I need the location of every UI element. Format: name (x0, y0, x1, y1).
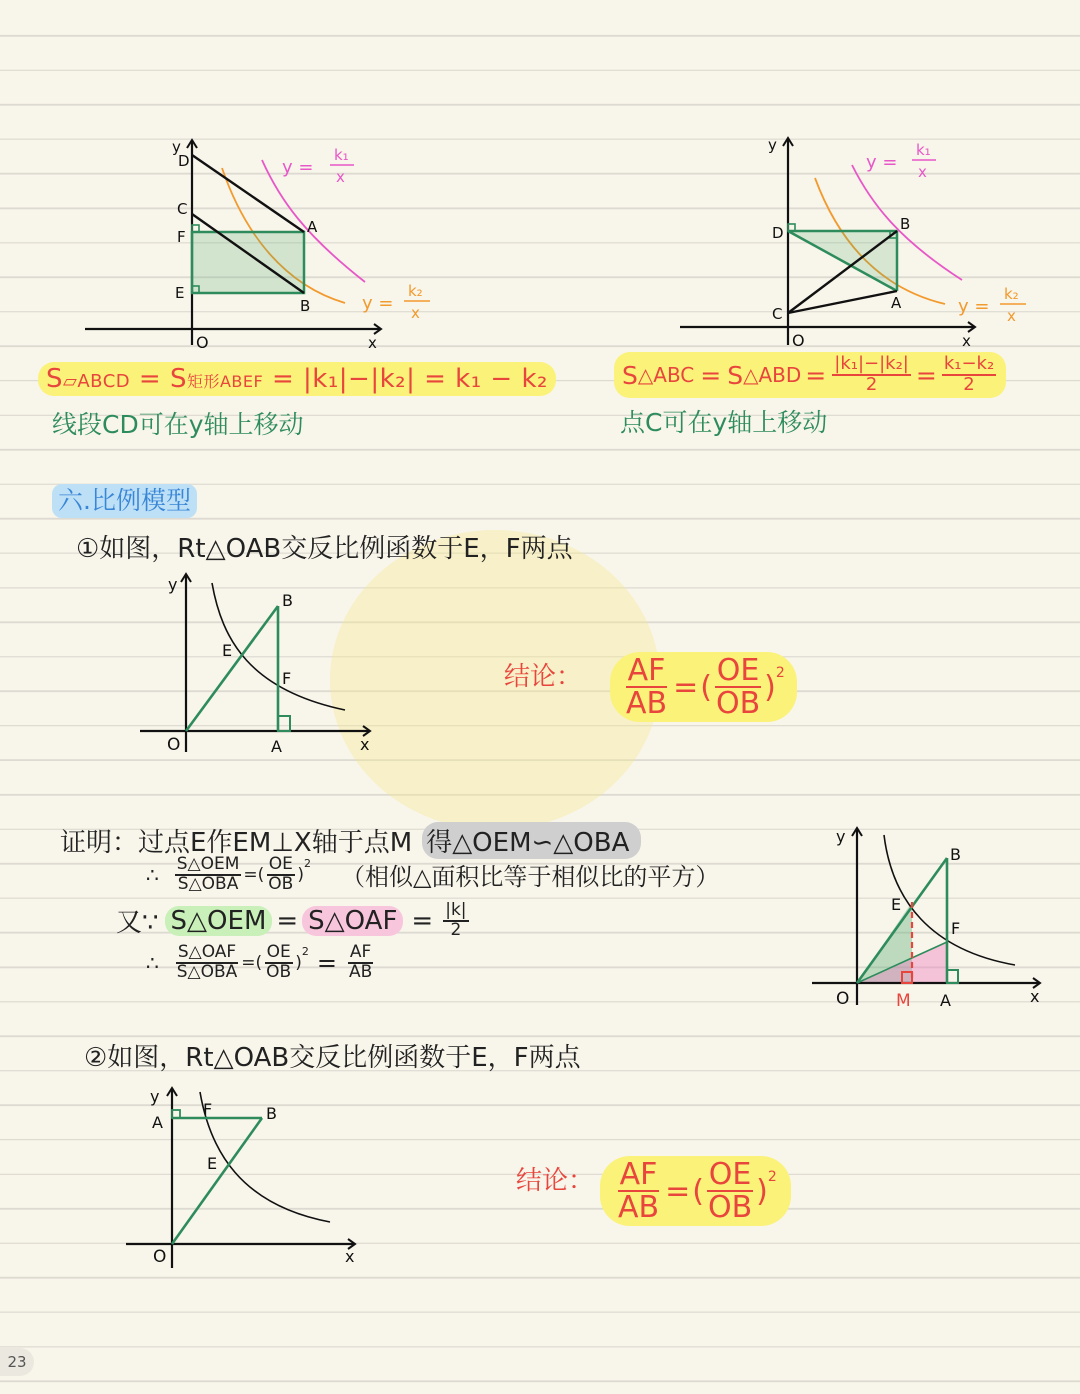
formula-s2: S (727, 360, 744, 390)
figure-proof (805, 820, 1055, 1015)
page-number: 23 (0, 1348, 34, 1376)
area-oem: S△OEM (165, 906, 273, 936)
eq2: = (316, 948, 337, 977)
label-b: B (282, 591, 293, 610)
proof-line3 (116, 902, 471, 940)
formula-sub: △ABC (637, 363, 695, 387)
label-e: E (175, 284, 185, 302)
label-b: B (900, 215, 911, 233)
frac-den2: OB (266, 961, 292, 982)
label-y: y (168, 575, 178, 594)
label-f: F (282, 669, 292, 688)
power: 2 (303, 857, 311, 871)
paren-open: ( (700, 669, 712, 705)
proof-text: 证明：过点E作EM⊥X轴于点M (60, 828, 413, 858)
frac-den3: AB (348, 961, 373, 982)
label-b: B (266, 1104, 277, 1123)
label-e: E (891, 895, 902, 914)
eq-k1-num: k₁ (334, 146, 349, 164)
power: 2 (775, 665, 785, 681)
formula-rest: = |k₁|−|k₂| = k₁ − k₂ (272, 364, 548, 394)
label-o: O (196, 333, 209, 352)
case1-title: ①如图，Rt△OAB交反比例函数于E，F两点 (76, 534, 573, 564)
area-oaf: S△OAF (302, 906, 403, 936)
eq-k1-lhs: y = (282, 157, 314, 178)
formula-sub: ▱ABCD (63, 371, 131, 392)
frac-num2: k₁−k₂ (943, 353, 995, 375)
formula-eq: = (700, 360, 722, 390)
section-title: 六.比例模型 (52, 484, 197, 518)
proof-line2 (146, 856, 719, 894)
frac-den2: OB (715, 686, 761, 721)
note-segment-cd: 线段CD可在y轴上移动 (52, 410, 304, 439)
note-point-c: 点C可在y轴上移动 (620, 408, 828, 437)
formula-s: S (46, 364, 64, 394)
eq: = (276, 905, 299, 936)
frac-num: S△OEM (176, 854, 240, 874)
frac-num: S△OAF (177, 942, 237, 962)
label-a: A (271, 737, 282, 756)
eq: =( (241, 952, 263, 973)
therefore: ∴ (146, 862, 159, 887)
label-f: F (177, 228, 186, 246)
frac-num2: OE (716, 652, 760, 688)
figure-parallelogram (70, 128, 470, 358)
label-x: x (1030, 987, 1040, 1006)
label-x: x (962, 332, 971, 350)
label-c: C (772, 305, 783, 323)
label-x: x (368, 334, 377, 352)
label-y: y (768, 136, 777, 154)
conclusion2-formula (600, 1156, 791, 1226)
paren-close: ) (764, 669, 776, 705)
label-f: F (951, 919, 961, 938)
eq-k2-den: x (1007, 307, 1016, 325)
formula-s2: S (169, 364, 187, 394)
frac-den: 2 (865, 374, 878, 395)
frac-num3: AF (349, 942, 372, 962)
paren-close: ) (295, 952, 302, 973)
label-o: O (836, 989, 850, 1009)
frac-den: AB (618, 1190, 660, 1225)
formula-eq2: = (805, 360, 827, 390)
because: 又∵ (116, 908, 159, 939)
frac-den: 2 (450, 919, 462, 940)
paren-open: ( (692, 1173, 704, 1209)
eq-k2-num: k₂ (1004, 285, 1019, 303)
label-o: O (153, 1247, 167, 1267)
eq: = (673, 669, 699, 705)
label-d: D (772, 224, 784, 242)
proof-note: （相似△面积比等于相似比的平方） (340, 863, 720, 892)
figure-triangle (670, 128, 1070, 358)
power: 2 (767, 1169, 777, 1185)
frac-num: AF (627, 652, 666, 688)
eq-k1-lhs: y = (866, 152, 898, 173)
proof-line1 (60, 822, 641, 859)
conclusion-label-2: 结论： (516, 1166, 595, 1196)
therefore: ∴ (146, 950, 159, 975)
label-m: M (896, 991, 911, 1011)
label-a: A (940, 991, 951, 1010)
label-c: C (177, 200, 188, 218)
label-x: x (360, 735, 370, 754)
eq-k1-num: k₁ (916, 141, 931, 159)
formula-area-triangle (614, 352, 1006, 398)
frac-den2: OB (268, 873, 294, 894)
label-b: B (950, 845, 961, 864)
figure-case1 (130, 565, 380, 765)
label-f: F (203, 1100, 213, 1119)
label-a: A (307, 218, 318, 236)
eq-k1-den: x (918, 163, 927, 181)
label-a: A (891, 294, 902, 312)
frac-den: S△OBA (176, 961, 238, 982)
frac-num: |k| (445, 900, 467, 920)
proof-similar: 得△OEM∽△OBA (422, 822, 641, 859)
conclusion1-formula (610, 652, 797, 722)
eq-k2-den: x (411, 304, 420, 322)
label-x: x (345, 1247, 355, 1266)
eq: =( (243, 864, 265, 885)
frac-num: AF (619, 1156, 658, 1192)
conclusion-label: 结论： (504, 662, 583, 692)
proof-line4 (146, 944, 376, 982)
label-y: y (836, 827, 846, 846)
formula-sub2: △ABD (743, 363, 802, 387)
figure-case2 (120, 1080, 370, 1275)
label-e: E (207, 1154, 218, 1173)
frac-num: |k₁|−|k₂| (834, 353, 909, 375)
paren-close: ) (297, 864, 304, 885)
case2-title: ②如图，Rt△OAB交反比例函数于E，F两点 (84, 1043, 581, 1073)
frac-den2: 2 (963, 374, 975, 395)
formula-eq: = (138, 364, 162, 394)
label-o: O (792, 331, 805, 350)
eq-k2-num: k₂ (408, 282, 423, 300)
formula-sub2: 矩形ABEF (186, 372, 264, 391)
label-e: E (222, 641, 233, 660)
label-d: D (178, 152, 190, 170)
frac-num2: OE (266, 942, 291, 962)
formula-area-parallelogram (38, 362, 556, 396)
label-y: y (150, 1087, 160, 1106)
power: 2 (301, 945, 309, 959)
eq-k2-lhs: y = (958, 296, 990, 317)
eq-k2-lhs: y = (362, 293, 394, 314)
frac-den: AB (626, 686, 668, 721)
label-a: A (152, 1113, 163, 1132)
label-o: O (167, 735, 181, 755)
frac-num2: OE (268, 854, 293, 874)
paren-close: ) (756, 1173, 768, 1209)
eq-k1-den: x (336, 168, 345, 186)
frac-den: S△OBA (177, 873, 239, 894)
frac-num2: OE (708, 1156, 752, 1192)
label-y: y (172, 138, 181, 156)
eq2: = (411, 905, 434, 936)
label-b: B (300, 297, 311, 315)
formula-eq3: = (915, 360, 937, 390)
frac-den2: OB (707, 1190, 753, 1225)
formula-s: S (622, 360, 638, 390)
eq: = (665, 1173, 691, 1209)
